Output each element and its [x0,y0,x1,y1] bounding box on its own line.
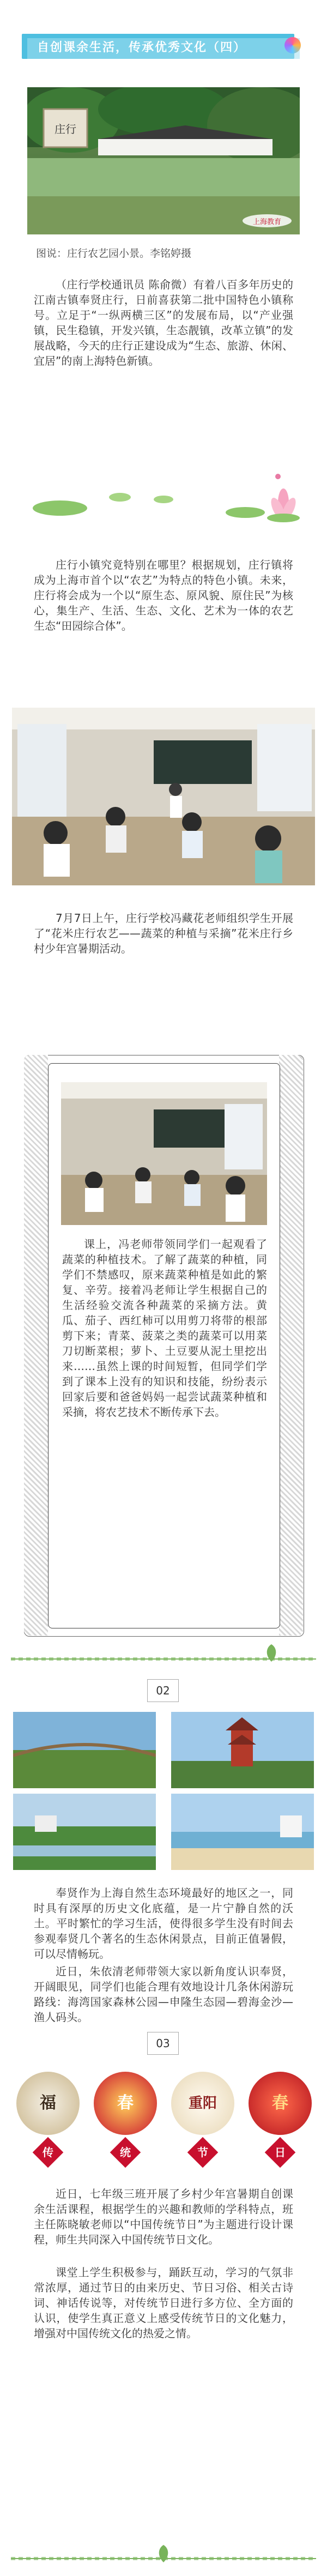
paragraph-section2b: 近日，朱依清老师带领大家以新角度认识奉贤，开阔眼见，同学们也能合理有效地设计几条休闲游玩路线：海湾国家森林公园—申隆生态园—碧海金沙—渔人码头。 [34,1965,293,2024]
photo-scenic-4-art [171,1794,314,1870]
photo-caption: 图说：庄行农艺园小景。李铭婷摄 [36,248,192,260]
photo-scenic-2 [171,1712,314,1788]
festival-tag-4 [265,2137,296,2168]
festival-tag-2-text: 统 [120,2146,131,2159]
festival-tag-1 [33,2137,64,2168]
bottom-leaf-icon [153,2543,174,2565]
section-number-03: 03 [147,2032,179,2055]
paragraph-section2: 奉贤作为上海自然生态环境最好的地区之一，同时具有深厚的历史文化底蕴，是一片宁静自然的沃土。平时繁忙的学习生活，使得很多学生没有时间去参观奉贤几个著名的生态休闲景点，目前正值暑假，可以尽情畅玩。 [34,1886,293,1960]
festival-glyph-2: 春 [117,2094,134,2113]
paragraph-section3b: 课堂上学生积极参与，踊跃互动，学习的气氛非常浓厚，通过节日的由来历史、节日习俗、相关古诗词、神话传说等，对传统节日进行多方位、全方面的认识，使学生真正意义上感受传统节日的文化魅力，增强对中国传统文化的热爱之情。 [34,2266,293,2340]
banner-title: 自创课余生活，传承优秀文化（四） [37,41,247,55]
photo-scenic-3-art [13,1794,156,1870]
paragraph-feature: 庄行小镇究竟特别在哪里？根据规划，庄行镇将成为上海市首个以“农艺”为特点的特色小镇。未来，庄行将会成为一个以“原生态、原风貌、原住民”为核心，集生产、生活、生态、文化、艺术为一体的农艺生态“田园综合体”。 [34,558,293,632]
photo-watermark: 上海教育 [252,218,282,226]
photo-scenic-3 [13,1794,156,1870]
festival-tag-2 [110,2137,141,2168]
photo-farm-garden-art [27,87,300,234]
photo-classroom-art [12,708,315,885]
festival-tag-1-text: 传 [43,2146,53,2159]
photo-scenic-1-art [13,1712,156,1788]
paragraph-section3: 近日，七年级三班开展了乡村少年宫暑期自创课余生活课程，根据学生的兴趣和教师的学科特点，班主任陈晓敏老师以“中国传统节日”为主题进行设计课程，师生共同深入中国传统节日文化。 [34,2187,293,2246]
photo-lesson [61,1082,267,1225]
paragraph-activity: 7月7日上午，庄行学校冯藏花老师组织学生开展了“花米庄行农艺——蔬菜的种植与采摘”花米庄行乡村少年宫暑期活动。 [34,912,293,955]
paragraph-intro: （庄行学校通讯员 陈俞微）有着八百多年历史的江南古镇奉贤庄行，日前喜获第二批中国特色小镇称号。立足于“一纵两横三区”的发展布局，以“产业强镇，民生稳镇，开发兴镇，生态靓镇，改革立镇”的发展战略，今天的庄行正建设成为“生态、旅游、休闲、宜居”的南上海特色新镇。 [34,278,293,367]
header-banner [22,31,305,62]
festival-glyph-4: 春 [272,2094,288,2113]
leaf-icon [261,1642,282,1664]
photo-farm-garden [27,87,300,234]
photo-sign: 庄行 [55,123,76,136]
photo-lesson-art [61,1082,267,1225]
festival-glyph-3: 重阳 [188,2095,217,2112]
festival-tag-4-text: 日 [275,2146,286,2159]
photo-scenic-1 [13,1712,156,1788]
photo-classroom [12,708,315,885]
festival-tag-3 [187,2137,219,2168]
section-number-02: 02 [147,1679,179,1702]
festival-tag-3-text: 节 [197,2146,208,2159]
paragraph-framed: 课上，冯老师带领同学们一起观看了蔬菜的种植技术。了解了蔬菜的种植，同学们不禁感叹，原来蔬菜种植是如此的繁复、辛劳。接着冯老师让学生根据自己的生活经验交流各种蔬菜的采摘方法。黄瓜、茄子、西红柿可以用剪刀将带的根部剪下来；青菜、菠菜之类的蔬菜可以用菜刀切断菜根；萝卜、土豆要从泥土里挖出来……虽然上课的时间短暂，但同学们学到了课本上没有的知识和技能，纷纷表示回家后要和爸爸妈妈一起尝试蔬菜种植和采摘，将农艺技术不断传承下去。 [62,1238,267,1419]
frame-left-stripes [24,1055,48,1636]
lotus-decoration [11,464,316,530]
photo-scenic-4 [171,1794,314,1870]
festival-glyph-1: 福 [40,2094,56,2113]
frame-right-stripes [279,1055,303,1636]
banner-circle-icon [284,37,301,53]
photo-scenic-2-art [171,1712,314,1788]
